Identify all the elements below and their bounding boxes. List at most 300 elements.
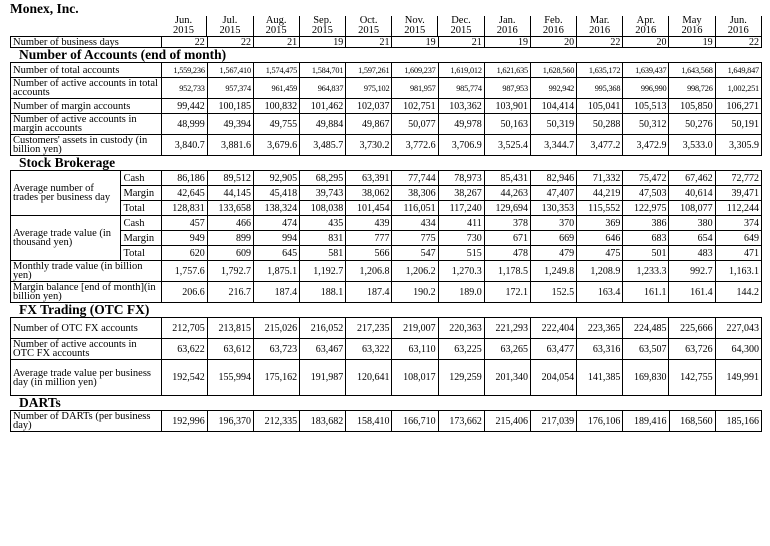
table-row — [11, 318, 762, 339]
table-row — [11, 411, 762, 432]
value-cell: 85,431 — [484, 171, 530, 186]
value-cell: 1,208.9 — [577, 261, 623, 282]
value-cell: 581 — [300, 246, 346, 261]
row-label: Number of OTC FX accounts — [11, 318, 162, 339]
value-cell: 3,772.6 — [392, 135, 438, 156]
value-cell: 50,312 — [623, 114, 669, 135]
value-cell: 1,792.7 — [207, 261, 253, 282]
value-cell: 72,772 — [715, 171, 761, 186]
value-cell: 99,442 — [161, 99, 207, 114]
value-cell: 3,706.9 — [438, 135, 484, 156]
value-cell: 42,645 — [161, 186, 207, 201]
value-cell: 212,705 — [161, 318, 207, 339]
value-cell: 63,225 — [438, 339, 484, 360]
value-cell: 645 — [253, 246, 299, 261]
value-cell: 1,875.1 — [253, 261, 299, 282]
value-cell: 1,635,172 — [577, 63, 623, 78]
value-cell: 1,621,635 — [484, 63, 530, 78]
row-sublabel: Cash — [121, 171, 161, 186]
table-row — [11, 231, 762, 246]
value-cell: 1,574,475 — [253, 63, 299, 78]
row-label: Number of business days — [11, 37, 162, 48]
value-cell: 38,267 — [438, 186, 484, 201]
year-label: 2016 — [727, 25, 749, 36]
month-header-cell — [207, 16, 253, 36]
data-sheet — [0, 2, 770, 546]
table-row — [11, 201, 762, 216]
value-cell: 1,643,568 — [669, 63, 715, 78]
row-sublabel: Total — [121, 201, 161, 216]
value-cell: 995,368 — [577, 78, 623, 99]
value-cell: 172.1 — [484, 282, 530, 303]
value-cell: 122,975 — [623, 201, 669, 216]
value-cell: 189.0 — [438, 282, 484, 303]
value-cell: 68,295 — [300, 171, 346, 186]
month-label: Aug. — [265, 16, 287, 26]
value-cell: 213,815 — [207, 318, 253, 339]
value-cell: 479 — [530, 246, 576, 261]
value-cell: 50,077 — [392, 114, 438, 135]
value-cell: 49,978 — [438, 114, 484, 135]
value-cell: 149,991 — [715, 360, 761, 396]
value-cell: 120,641 — [346, 360, 392, 396]
value-cell: 378 — [484, 216, 530, 231]
value-cell: 155,994 — [207, 360, 253, 396]
value-cell: 129,694 — [484, 201, 530, 216]
value-cell: 82,946 — [530, 171, 576, 186]
value-cell: 411 — [438, 216, 484, 231]
value-cell: 227,043 — [715, 318, 761, 339]
month-header-cell — [438, 16, 484, 36]
year-label: 2016 — [589, 25, 611, 36]
value-cell: 63,110 — [392, 339, 438, 360]
row-label: Number of total accounts — [11, 63, 162, 78]
value-cell: 21 — [438, 37, 484, 48]
value-cell: 649 — [715, 231, 761, 246]
value-cell: 161.4 — [669, 282, 715, 303]
value-cell: 671 — [484, 231, 530, 246]
value-cell: 457 — [161, 216, 207, 231]
value-cell: 1,609,237 — [392, 63, 438, 78]
value-cell: 63,622 — [161, 339, 207, 360]
value-cell: 3,881.6 — [207, 135, 253, 156]
value-cell: 374 — [715, 216, 761, 231]
value-cell: 67,462 — [669, 171, 715, 186]
header-row — [10, 16, 762, 36]
value-cell: 216.7 — [207, 282, 253, 303]
row-label: Average trade value per business day (in million yen) — [11, 360, 162, 396]
year-label: 2016 — [496, 25, 518, 36]
row-label: Number of active accounts in total accounts — [11, 78, 162, 99]
value-cell: 63,316 — [577, 339, 623, 360]
value-cell: 50,276 — [669, 114, 715, 135]
value-cell: 985,774 — [438, 78, 484, 99]
value-cell: 63,467 — [300, 339, 346, 360]
value-cell: 1,192.7 — [300, 261, 346, 282]
table-row — [11, 135, 762, 156]
value-cell: 100,185 — [207, 99, 253, 114]
value-cell: 102,037 — [346, 99, 392, 114]
value-cell: 1,270.3 — [438, 261, 484, 282]
value-cell: 39,743 — [300, 186, 346, 201]
value-cell: 196,370 — [207, 411, 253, 432]
value-cell: 204,054 — [530, 360, 576, 396]
value-cell: 3,533.0 — [669, 135, 715, 156]
value-cell: 20 — [623, 37, 669, 48]
value-cell: 44,219 — [577, 186, 623, 201]
value-cell: 48,999 — [161, 114, 207, 135]
value-cell: 1,233.3 — [623, 261, 669, 282]
month-header-cell — [253, 16, 299, 36]
value-cell: 683 — [623, 231, 669, 246]
value-cell: 104,414 — [530, 99, 576, 114]
value-cell: 471 — [715, 246, 761, 261]
table-row — [11, 99, 762, 114]
month-label: May — [682, 16, 702, 26]
month-header-cell — [392, 16, 438, 36]
value-cell: 222,404 — [530, 318, 576, 339]
accounts-table — [10, 62, 762, 156]
value-cell: 19 — [300, 37, 346, 48]
value-cell: 49,394 — [207, 114, 253, 135]
section-title: DARTs — [19, 395, 61, 410]
fx-table — [10, 317, 762, 396]
month-label: Jan. — [498, 16, 516, 26]
value-cell: 1,163.1 — [715, 261, 761, 282]
value-cell: 49,867 — [346, 114, 392, 135]
value-cell: 92,905 — [253, 171, 299, 186]
month-header-cell — [345, 16, 391, 36]
value-cell: 63,507 — [623, 339, 669, 360]
value-cell: 1,639,437 — [623, 63, 669, 78]
table-row — [11, 171, 762, 186]
value-cell: 163.4 — [577, 282, 623, 303]
value-cell: 102,751 — [392, 99, 438, 114]
value-cell: 831 — [300, 231, 346, 246]
value-cell: 475 — [577, 246, 623, 261]
value-cell: 187.4 — [253, 282, 299, 303]
value-cell: 952,733 — [161, 78, 207, 99]
value-cell: 957,374 — [207, 78, 253, 99]
table-row — [11, 282, 762, 303]
value-cell: 1,178.5 — [484, 261, 530, 282]
report-content — [0, 16, 770, 432]
year-label: 2015 — [358, 25, 380, 36]
value-cell: 166,710 — [392, 411, 438, 432]
month-header-cell — [484, 16, 530, 36]
value-cell: 49,884 — [300, 114, 346, 135]
value-cell: 22 — [161, 37, 207, 48]
value-cell: 201,340 — [484, 360, 530, 396]
value-cell: 1,597,261 — [346, 63, 392, 78]
section-title: FX Trading (OTC FX) — [19, 302, 150, 317]
value-cell: 38,062 — [346, 186, 392, 201]
value-cell: 103,901 — [484, 99, 530, 114]
value-cell: 369 — [577, 216, 623, 231]
value-cell: 987,953 — [484, 78, 530, 99]
value-cell: 20 — [530, 37, 576, 48]
company-title: Monex, Inc. — [10, 1, 79, 16]
value-cell: 225,666 — [669, 318, 715, 339]
value-cell: 49,755 — [253, 114, 299, 135]
value-cell: 1,206.2 — [392, 261, 438, 282]
value-cell: 220,363 — [438, 318, 484, 339]
value-cell: 105,513 — [623, 99, 669, 114]
month-header — [10, 16, 762, 36]
value-cell: 158,410 — [346, 411, 392, 432]
value-cell: 609 — [207, 246, 253, 261]
value-cell: 3,730.2 — [346, 135, 392, 156]
value-cell: 964,837 — [300, 78, 346, 99]
value-cell: 192,542 — [161, 360, 207, 396]
value-cell: 439 — [346, 216, 392, 231]
value-cell: 133,658 — [207, 201, 253, 216]
value-cell: 176,106 — [577, 411, 623, 432]
value-cell: 100,832 — [253, 99, 299, 114]
row-sublabel: Margin — [121, 231, 161, 246]
row-sublabel: Cash — [121, 216, 161, 231]
value-cell: 435 — [300, 216, 346, 231]
month-label: Feb. — [544, 16, 563, 26]
value-cell: 39,471 — [715, 186, 761, 201]
value-cell: 77,744 — [392, 171, 438, 186]
value-cell: 3,477.2 — [577, 135, 623, 156]
value-cell: 1,628,560 — [530, 63, 576, 78]
month-label: Nov. — [404, 16, 425, 26]
value-cell: 212,335 — [253, 411, 299, 432]
value-cell: 217,235 — [346, 318, 392, 339]
year-label: 2015 — [311, 25, 333, 36]
value-cell: 101,454 — [346, 201, 392, 216]
year-label: 2015 — [450, 25, 472, 36]
value-cell: 547 — [392, 246, 438, 261]
value-cell: 152.5 — [530, 282, 576, 303]
value-cell: 981,957 — [392, 78, 438, 99]
value-cell: 63,322 — [346, 339, 392, 360]
value-cell: 89,512 — [207, 171, 253, 186]
table-row — [11, 186, 762, 201]
section-title: Stock Brokerage — [19, 155, 116, 170]
row-label: Monthly trade value (in billion yen) — [11, 261, 162, 282]
value-cell: 1,249.8 — [530, 261, 576, 282]
darts-table — [10, 410, 762, 432]
value-cell: 63,726 — [669, 339, 715, 360]
value-cell: 1,619,012 — [438, 63, 484, 78]
value-cell: 899 — [207, 231, 253, 246]
value-cell: 38,306 — [392, 186, 438, 201]
value-cell: 40,614 — [669, 186, 715, 201]
month-header-cell — [715, 16, 761, 36]
row-label: Number of active accounts in margin accounts — [11, 114, 162, 135]
value-cell: 47,503 — [623, 186, 669, 201]
value-cell: 101,462 — [300, 99, 346, 114]
month-label: Jun. — [174, 16, 193, 26]
table-row — [11, 261, 762, 282]
value-cell: 1,206.8 — [346, 261, 392, 282]
row-sublabel: Margin — [121, 186, 161, 201]
row-sublabel: Total — [121, 246, 161, 261]
value-cell: 515 — [438, 246, 484, 261]
value-cell: 50,288 — [577, 114, 623, 135]
value-cell: 1,649,847 — [715, 63, 761, 78]
value-cell: 215,026 — [253, 318, 299, 339]
value-cell: 128,831 — [161, 201, 207, 216]
value-cell: 47,407 — [530, 186, 576, 201]
value-cell: 138,324 — [253, 201, 299, 216]
value-cell: 994 — [253, 231, 299, 246]
value-cell: 386 — [623, 216, 669, 231]
value-cell: 21 — [253, 37, 299, 48]
row-label: Number of active accounts in OTC FX accounts — [11, 339, 162, 360]
value-cell: 63,723 — [253, 339, 299, 360]
value-cell: 190.2 — [392, 282, 438, 303]
value-cell: 3,840.7 — [161, 135, 207, 156]
value-cell: 215,406 — [484, 411, 530, 432]
value-cell: 669 — [530, 231, 576, 246]
value-cell: 50,191 — [715, 114, 761, 135]
value-cell: 169,830 — [623, 360, 669, 396]
value-cell: 130,353 — [530, 201, 576, 216]
row-label: Margin balance [end of month](in billion yen) — [11, 282, 162, 303]
value-cell: 19 — [669, 37, 715, 48]
table-row — [11, 37, 762, 48]
value-cell: 175,162 — [253, 360, 299, 396]
value-cell: 116,051 — [392, 201, 438, 216]
stock-brokerage-table — [10, 170, 762, 303]
value-cell: 654 — [669, 231, 715, 246]
value-cell: 71,332 — [577, 171, 623, 186]
value-cell: 19 — [484, 37, 530, 48]
value-cell: 21 — [346, 37, 392, 48]
value-cell: 219,007 — [392, 318, 438, 339]
value-cell: 191,987 — [300, 360, 346, 396]
year-label: 2016 — [635, 25, 657, 36]
value-cell: 78,973 — [438, 171, 484, 186]
year-label: 2016 — [542, 25, 564, 36]
value-cell: 483 — [669, 246, 715, 261]
value-cell: 1,567,410 — [207, 63, 253, 78]
value-cell: 75,472 — [623, 171, 669, 186]
value-cell: 206.6 — [161, 282, 207, 303]
value-cell: 105,041 — [577, 99, 623, 114]
month-header-cell — [299, 16, 345, 36]
value-cell: 730 — [438, 231, 484, 246]
table-row — [11, 78, 762, 99]
value-cell: 161.1 — [623, 282, 669, 303]
month-label: Mar. — [589, 16, 610, 26]
value-cell: 566 — [346, 246, 392, 261]
value-cell: 168,560 — [669, 411, 715, 432]
value-cell: 142,755 — [669, 360, 715, 396]
value-cell: 998,726 — [669, 78, 715, 99]
table-row — [11, 339, 762, 360]
value-cell: 380 — [669, 216, 715, 231]
value-cell: 975,102 — [346, 78, 392, 99]
value-cell: 129,259 — [438, 360, 484, 396]
table-row — [11, 216, 762, 231]
value-cell: 1,584,701 — [300, 63, 346, 78]
value-cell: 996,990 — [623, 78, 669, 99]
month-label: Dec. — [451, 16, 471, 26]
table-row — [11, 360, 762, 396]
value-cell: 1,002,251 — [715, 78, 761, 99]
value-cell: 108,038 — [300, 201, 346, 216]
value-cell: 192,996 — [161, 411, 207, 432]
value-cell: 63,612 — [207, 339, 253, 360]
table-row — [11, 114, 762, 135]
header-spacer — [10, 16, 161, 36]
value-cell: 189,416 — [623, 411, 669, 432]
value-cell: 22 — [207, 37, 253, 48]
value-cell: 3,305.9 — [715, 135, 761, 156]
value-cell: 112,244 — [715, 201, 761, 216]
row-label: Average number of trades per business day — [11, 171, 121, 216]
value-cell: 221,293 — [484, 318, 530, 339]
value-cell: 775 — [392, 231, 438, 246]
value-cell: 103,362 — [438, 99, 484, 114]
value-cell: 949 — [161, 231, 207, 246]
month-header-cell — [669, 16, 715, 36]
value-cell: 434 — [392, 216, 438, 231]
value-cell: 474 — [253, 216, 299, 231]
value-cell: 183,682 — [300, 411, 346, 432]
year-label: 2016 — [681, 25, 703, 36]
value-cell: 44,145 — [207, 186, 253, 201]
value-cell: 105,850 — [669, 99, 715, 114]
month-header-cell — [530, 16, 576, 36]
value-cell: 992.7 — [669, 261, 715, 282]
month-header-cell — [577, 16, 623, 36]
value-cell: 173,662 — [438, 411, 484, 432]
month-label: Sep. — [313, 16, 332, 26]
value-cell: 217,039 — [530, 411, 576, 432]
value-cell: 117,240 — [438, 201, 484, 216]
value-cell: 19 — [392, 37, 438, 48]
value-cell: 224,485 — [623, 318, 669, 339]
value-cell: 187.4 — [346, 282, 392, 303]
value-cell: 620 — [161, 246, 207, 261]
value-cell: 370 — [530, 216, 576, 231]
value-cell: 3,679.6 — [253, 135, 299, 156]
table-row — [11, 246, 762, 261]
month-header-cell — [623, 16, 669, 36]
value-cell: 22 — [715, 37, 761, 48]
value-cell: 115,552 — [577, 201, 623, 216]
value-cell: 1,559,236 — [161, 63, 207, 78]
value-cell: 1,757.6 — [161, 261, 207, 282]
row-label: Customers' assets in custody (in billion yen) — [11, 135, 162, 156]
value-cell: 50,319 — [530, 114, 576, 135]
value-cell: 144.2 — [715, 282, 761, 303]
value-cell: 185,166 — [715, 411, 761, 432]
value-cell: 63,265 — [484, 339, 530, 360]
value-cell: 466 — [207, 216, 253, 231]
value-cell: 44,263 — [484, 186, 530, 201]
value-cell: 992,942 — [530, 78, 576, 99]
value-cell: 108,017 — [392, 360, 438, 396]
month-label: Jun. — [729, 16, 747, 26]
value-cell: 188.1 — [300, 282, 346, 303]
value-cell: 646 — [577, 231, 623, 246]
year-label: 2015 — [265, 25, 287, 36]
table-row — [11, 63, 762, 78]
value-cell: 3,472.9 — [623, 135, 669, 156]
value-cell: 3,485.7 — [300, 135, 346, 156]
value-cell: 3,525.4 — [484, 135, 530, 156]
value-cell: 478 — [484, 246, 530, 261]
value-cell: 108,077 — [669, 201, 715, 216]
value-cell: 223,365 — [577, 318, 623, 339]
